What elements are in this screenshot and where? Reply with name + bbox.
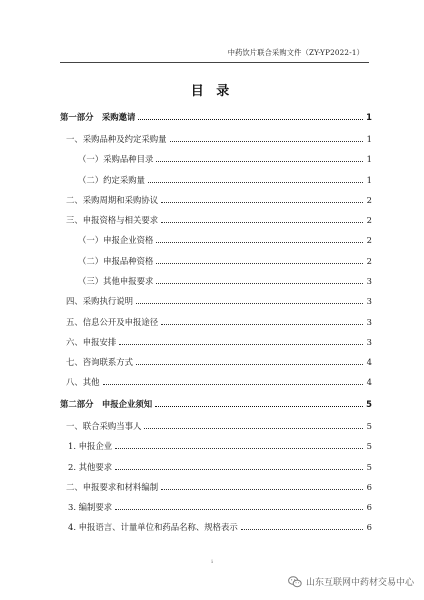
dot-leader [155, 406, 363, 407]
toc-entry[interactable] [66, 316, 372, 328]
toc-entry-label: 六、申报安排 [66, 337, 117, 347]
dot-leader [241, 529, 363, 530]
toc-entry-label: （一）采购品种目录 [78, 154, 154, 164]
dot-leader [148, 182, 363, 183]
toc-entry[interactable] [78, 153, 372, 165]
dot-leader [161, 489, 363, 490]
toc-entry-page: 3 [366, 276, 372, 286]
dot-leader [156, 161, 363, 162]
dot-leader [161, 202, 363, 203]
toc-entry-label: 2. 其他要求 [68, 462, 113, 472]
page-number: i [211, 559, 213, 565]
toc-entry-label: 1. 申报企业 [68, 441, 113, 451]
toc-entry[interactable] [66, 336, 372, 348]
toc-entry-label: （二）申报品种资格 [78, 256, 154, 266]
toc-entry-page: 2 [366, 256, 372, 266]
dot-leader [156, 263, 363, 264]
page-title: 目 录 [190, 84, 234, 99]
dot-leader [161, 324, 363, 325]
dot-leader [156, 242, 363, 243]
toc-entry[interactable] [68, 440, 372, 452]
dot-leader [115, 448, 363, 449]
toc-entry-label: （二）约定采购量 [78, 175, 145, 185]
toc-entry[interactable] [68, 461, 372, 473]
watermark [288, 575, 414, 588]
toc-entry[interactable] [68, 501, 372, 513]
dot-leader [103, 384, 364, 385]
wechat-icon [288, 576, 302, 588]
toc-entry-label: 八、其他 [66, 377, 100, 387]
dot-leader [115, 509, 363, 510]
toc-entry-label: 四、采购执行说明 [66, 296, 133, 306]
toc-entry[interactable] [66, 376, 372, 388]
toc-entry-page: 4 [366, 357, 372, 367]
toc-entry-label: （一）申报企业资格 [78, 235, 154, 245]
dot-leader [119, 344, 363, 345]
toc-entry[interactable] [78, 174, 372, 186]
toc-entry-label: 3. 编制要求 [68, 502, 113, 512]
toc-entry-page: 6 [366, 522, 372, 532]
toc-entry-page: 6 [366, 502, 372, 512]
toc-part-entry[interactable] [60, 111, 372, 123]
toc-entry[interactable] [68, 521, 372, 533]
toc-entry[interactable] [66, 133, 372, 145]
toc-entry-page: 1 [366, 134, 372, 144]
toc-entry-page: 1 [366, 112, 372, 122]
toc-entry-page: 2 [366, 195, 372, 205]
watermark-text: 山东互联网中药材交易中心 [305, 578, 414, 588]
toc-part-entry[interactable] [60, 398, 372, 410]
toc-entry[interactable] [66, 481, 372, 493]
toc-entry-page: 1 [366, 175, 372, 185]
toc-entry-label: 五、信息公开及申报途径 [66, 317, 159, 327]
toc-entry[interactable] [66, 295, 372, 307]
toc-entry-label: 二、采购周期和采购协议 [66, 195, 159, 205]
toc-entry-label: 4. 申报语言、计量单位和药品名称、规格表示 [68, 522, 238, 532]
toc-entry[interactable] [78, 275, 372, 287]
toc-entry-label: 七、咨询联系方式 [66, 357, 133, 367]
toc-entry-page: 1 [366, 154, 372, 164]
toc-entry-page: 5 [366, 399, 372, 409]
toc-entry-page: 5 [366, 462, 372, 472]
dot-leader [136, 303, 363, 304]
dot-leader [161, 222, 363, 223]
running-header: 中药饮片联合采购文件（ZY-YP2022-1） [227, 48, 364, 57]
toc-entry-page: 2 [366, 215, 372, 225]
toc-entry-label: 二、申报要求和材料编制 [66, 482, 159, 492]
dot-leader [156, 283, 363, 284]
dot-leader [115, 469, 363, 470]
toc-entry-page: 3 [366, 337, 372, 347]
toc-entry-page: 4 [366, 377, 372, 387]
dot-leader [144, 428, 363, 429]
dot-leader [136, 364, 363, 365]
toc-entry-page: 5 [366, 441, 372, 451]
toc-entry[interactable] [66, 356, 372, 368]
toc-entry-label: 一、联合采购当事人 [66, 421, 142, 431]
toc-entry[interactable] [78, 255, 372, 267]
toc-entry-label: （三）其他申报要求 [78, 276, 154, 286]
toc-entry-page: 6 [366, 482, 372, 492]
toc-entry-page: 3 [366, 317, 372, 327]
toc-entry-page: 2 [366, 235, 372, 245]
toc-entry-label: 三、申报资格与相关要求 [66, 215, 159, 225]
toc-entry[interactable] [78, 234, 372, 246]
toc-entry-label: 一、采购品种及约定采购量 [66, 134, 167, 144]
dot-leader [170, 141, 364, 142]
toc-entry-page: 5 [366, 421, 372, 431]
toc-entry[interactable] [66, 214, 372, 226]
toc-entry[interactable] [66, 194, 372, 206]
toc-entry-label: 第二部分 申报企业须知 [60, 399, 153, 409]
dot-leader [138, 119, 363, 120]
toc-entry-page: 3 [366, 296, 372, 306]
toc-entry-label: 第一部分 采购邀请 [60, 112, 136, 122]
toc-entry[interactable] [66, 420, 372, 432]
